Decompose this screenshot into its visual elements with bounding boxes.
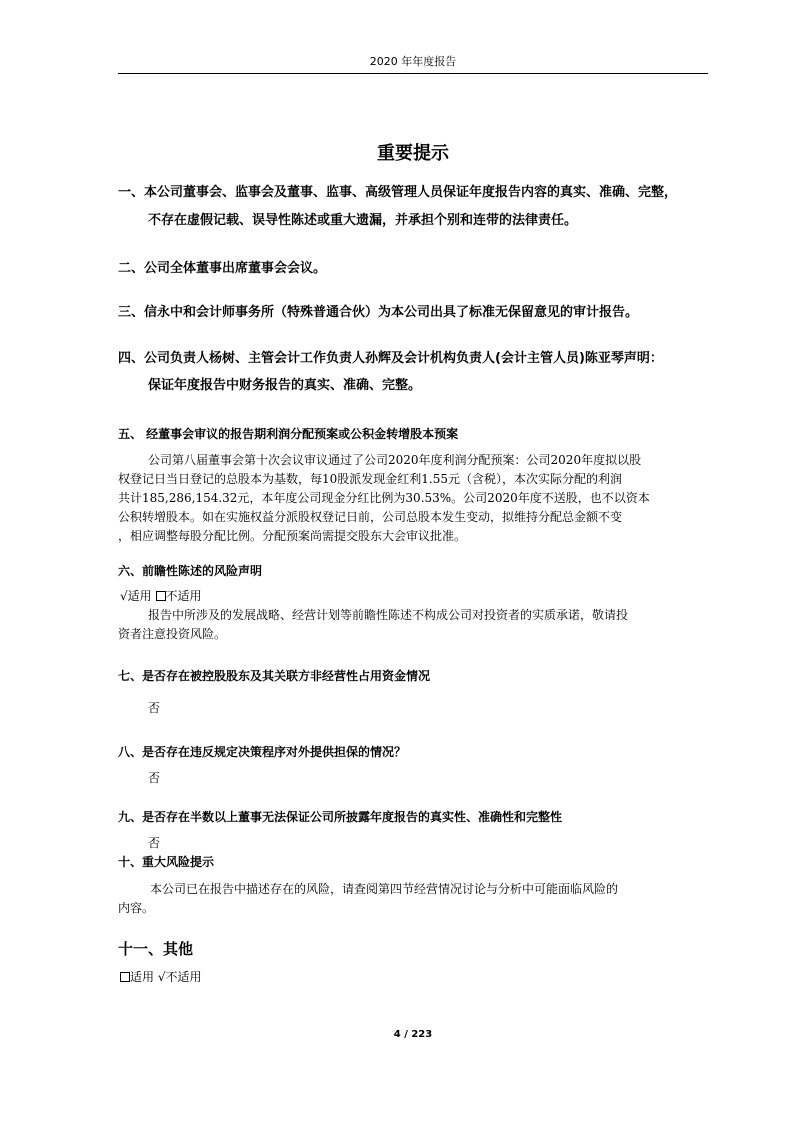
section-2-heading: 二、公司全体董事出席董事会会议。 bbox=[118, 261, 327, 276]
section-4-line-2: 保证年度报告中财务报告的真实、准确、完整。 bbox=[148, 378, 422, 393]
section-7-answer: 否 bbox=[148, 701, 161, 715]
check-mark-icon: √ bbox=[120, 589, 128, 603]
section-10-heading: 十、重大风险提示 bbox=[118, 855, 215, 869]
section-10-text-line-2: 内容。 bbox=[118, 901, 155, 915]
section-10-text-line-1: 本公司已在报告中描述存在的风险，请查阅第四节经营情况讨论与分析中可能面临风险的 bbox=[150, 882, 619, 896]
section-5-text-line-1: 公司第八届董事会第十次会议审议通过了公司2020年度利润分配预案：公司2020年度拟以股 bbox=[148, 453, 642, 467]
section-3-heading: 三、信永中和会计师事务所（特殊普通合伙）为本公司出具了标准无保留意见的审计报告。 bbox=[118, 305, 639, 320]
section-11-heading: 十一、其他 bbox=[118, 940, 194, 958]
section-9-answer: 否 bbox=[148, 836, 161, 850]
section-6-text-line-2: 资者注意投资风险。 bbox=[118, 627, 227, 641]
not-applicable-label: 不适用 bbox=[165, 589, 202, 603]
section-6-text-line-1: 报告中所涉及的发展战略、经营计划等前瞻性陈述不构成公司对投资者的实质承诺，敬请投 bbox=[148, 608, 629, 622]
section-5-text-line-2: 权登记日当日登记的总股本为基数，每10股派发现金红利1.55元（含税），本次实际分配的利润 bbox=[118, 472, 622, 486]
section-1-line-1: 一、本公司董事会、监事会及董事、监事、高级管理人员保证年度报告内容的真实、准确、完整， bbox=[118, 185, 678, 200]
section-8-answer: 否 bbox=[148, 771, 161, 785]
section-8-heading: 八、是否存在违反规定决策程序对外提供担保的情况？ bbox=[118, 745, 407, 759]
running-header: 2020 年年度报告 bbox=[369, 55, 457, 68]
section-4-line-1: 四、公司负责人杨树、主管会计工作负责人孙辉及会计机构负责人(会计主管人员)陈亚琴声明： bbox=[118, 351, 663, 366]
empty-checkbox-icon bbox=[120, 972, 130, 982]
empty-checkbox-icon bbox=[156, 591, 166, 601]
section-11-applicability bbox=[120, 969, 202, 986]
applicable-label: 适用 bbox=[130, 970, 155, 984]
section-5-text-line-5: ，相应调整每股分配比例。分配预案尚需提交股东大会审议批准。 bbox=[118, 529, 467, 543]
applicable-label: 适用 bbox=[127, 589, 152, 603]
section-6-applicability bbox=[120, 588, 202, 605]
header-rule bbox=[118, 73, 708, 74]
check-mark-icon: √ bbox=[157, 970, 166, 984]
section-5-text-line-3: 共计185,286,154.32元，本年度公司现金分红比例为30.53%。公司2020年度不送股，也不以资本 bbox=[118, 491, 650, 505]
section-5-heading: 五、 经董事会审议的报告期利润分配预案或公积金转增股本预案 bbox=[118, 427, 459, 441]
not-applicable-label: 不适用 bbox=[165, 970, 202, 984]
page-title: 重要提示 bbox=[377, 143, 449, 164]
section-6-heading: 六、前瞻性陈述的风险声明 bbox=[118, 564, 263, 578]
section-5-text-line-4: 公积转增股本。如在实施权益分派股权登记日前，公司总股本发生变动，拟维持分配总金额不变 bbox=[118, 510, 623, 524]
section-7-heading: 七、是否存在被控股股东及其关联方非经营性占用资金情况 bbox=[118, 669, 431, 683]
section-9-heading: 九、是否存在半数以上董事无法保证公司所披露年度报告的真实性、准确性和完整性 bbox=[118, 810, 563, 824]
section-1-line-2: 不存在虚假记载、误导性陈述或重大遗漏，并承担个别和连带的法律责任。 bbox=[148, 213, 578, 228]
page-number: 4 / 223 bbox=[393, 1029, 433, 1040]
